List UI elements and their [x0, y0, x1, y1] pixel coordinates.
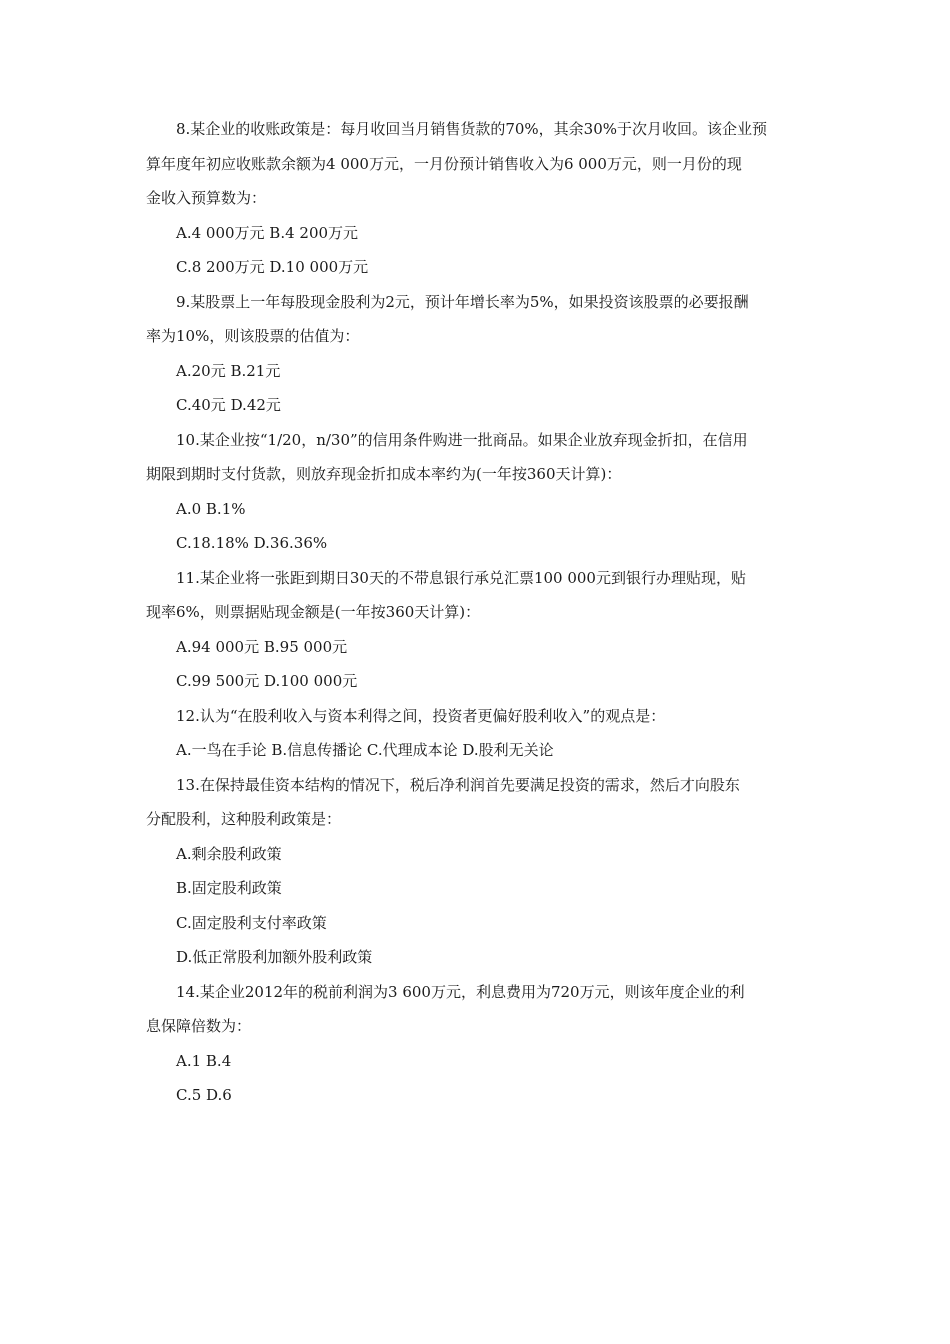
question-text: 8.某企业的收账政策是：每月收回当月销售货款的70%，其余30%于次月收回。该企业预 [176, 120, 767, 138]
question-options: A.剩余股利政策 [176, 844, 282, 863]
question-8 [146, 112, 808, 285]
question-options: C.40元 D.42元 [176, 396, 281, 414]
question-text: 11.某企业将一张距到期日30天的不带息银行承兑汇票100 000元到银行办理贴现，贴 [176, 568, 746, 587]
question-10 [146, 423, 808, 561]
question-text: 分配股利，这种股利政策是： [146, 810, 342, 828]
question-text: 率为10%，则该股票的估值为： [146, 327, 360, 345]
question-text: 现率6%，则票据贴现金额是(一年按360天计算)： [146, 603, 481, 621]
question-options: C.99 500元 D.100 000元 [176, 672, 358, 690]
question-text: 10.某企业按“1/20，n/30”的信用条件购进一批商品。如果企业放弃现金折扣，在信用 [176, 430, 748, 449]
question-options: A.94 000元 B.95 000元 [176, 637, 348, 656]
question-text: 息保障倍数为： [146, 1017, 252, 1035]
question-options: A.4 000万元 B.4 200万元 [176, 223, 359, 242]
question-12 [146, 699, 808, 768]
question-options: C.18.18% D.36.36% [176, 534, 328, 552]
question-11 [146, 561, 808, 699]
question-options: A.1 B.4 [176, 1051, 232, 1070]
question-options: B.固定股利政策 [176, 879, 282, 897]
question-options: C.固定股利支付率政策 [176, 913, 327, 932]
question-options: D.低正常股利加额外股利政策 [176, 948, 373, 966]
question-options: A.0 B.1% [176, 499, 246, 518]
question-text: 12.认为“在股利收入与资本利得之间，投资者更偏好股利收入”的观点是： [176, 706, 666, 725]
question-9 [146, 285, 808, 423]
question-text: 13.在保持最佳资本结构的情况下，税后净利润首先要满足投资的需求，然后才向股东 [176, 775, 740, 794]
question-13 [146, 768, 808, 975]
question-text: 14.某企业2012年的税前利润为3 600万元，利息费用为720万元，则该年度企业的利 [176, 982, 745, 1001]
question-options: C.5 D.6 [176, 1086, 232, 1104]
question-list [146, 112, 808, 1113]
question-text: 金收入预算数为： [146, 189, 267, 207]
question-options: A.一鸟在手论 B.信息传播论 C.代理成本论 D.股利无关论 [176, 741, 554, 759]
question-options: C.8 200万元 D.10 000万元 [176, 258, 369, 276]
question-14 [146, 975, 808, 1113]
question-text: 9.某股票上一年每股现金股利为2元，预计年增长率为5%，如果投资该股票的必要报酬 [176, 292, 749, 311]
question-text: 算年度年初应收账款余额为4 000万元，一月份预计销售收入为6 000万元，则一月份的现 [146, 154, 742, 173]
question-text: 期限到期时支付货款，则放弃现金折扣成本率约为(一年按360天计算)： [146, 465, 622, 483]
question-options: A.20元 B.21元 [176, 361, 281, 380]
